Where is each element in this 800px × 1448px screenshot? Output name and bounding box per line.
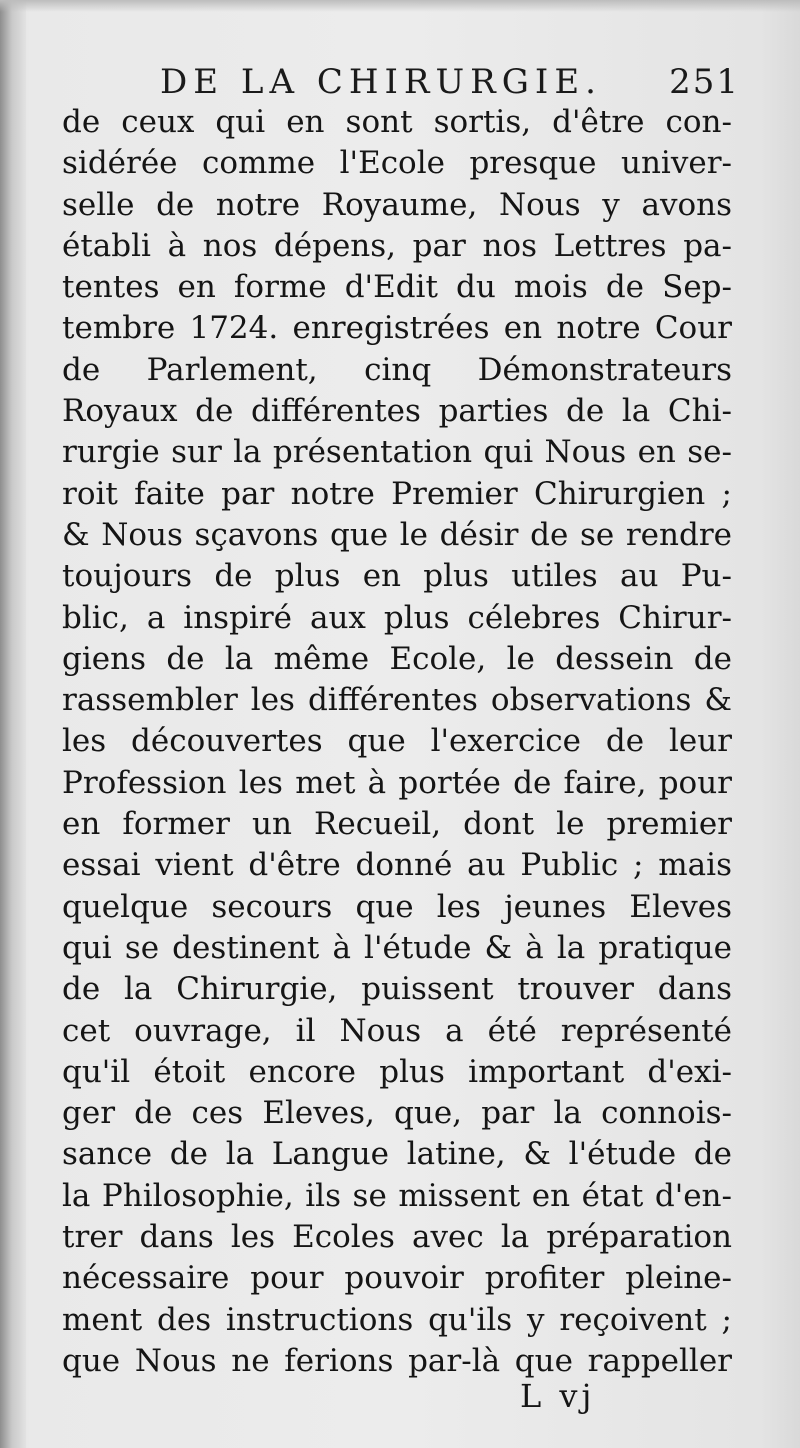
signature-mark: L vj: [520, 1377, 596, 1415]
text-line: les découvertes que l'exercice de leur: [62, 723, 732, 760]
text-line: nécessaire pour pouvoir profiter pleine-: [62, 1260, 732, 1297]
text-line: quelque secours que les jeunes Eleves: [62, 888, 732, 925]
text-line: ment des instructions qu'ils y reçoivent ;: [62, 1301, 732, 1338]
text-line: en former un Recueil, dont le premier: [62, 806, 732, 843]
text-line: établi à nos dépens, par nos Lettres pa-: [62, 227, 732, 264]
text-line: rassembler les différentes observations &: [62, 682, 732, 719]
page-number: 251: [669, 62, 740, 102]
text-line: roit faite par notre Premier Chirurgien ;: [62, 475, 732, 512]
text-line: trer dans les Ecoles avec la préparation: [62, 1219, 732, 1256]
running-title: DE LA CHIRURGIE.: [160, 62, 602, 102]
body-text: [62, 102, 732, 1382]
page-top-edge: [0, 0, 800, 12]
text-line: sidérée comme l'Ecole presque univer-: [62, 145, 732, 182]
page-gutter-shadow: [0, 0, 26, 1448]
text-line: rurgie sur la présentation qui Nous en se-: [62, 434, 732, 471]
text-line: Profession les met à portée de faire, pour: [62, 764, 732, 801]
text-line: Royaux de différentes parties de la Chi-: [62, 393, 732, 430]
text-line: la Philosophie, ils se missent en état d'en-: [62, 1177, 732, 1214]
text-line: essai vient d'être donné au Public ; mais: [62, 847, 732, 884]
text-line: tembre 1724. enregistrées en notre Cour: [62, 310, 732, 347]
text-line: giens de la même Ecole, le dessein de: [62, 640, 732, 677]
text-line: qu'il étoit encore plus important d'exi-: [62, 1053, 732, 1090]
text-line: tentes en forme d'Edit du mois de Sep-: [62, 269, 732, 306]
text-line: de Parlement, cinq Démonstrateurs: [62, 351, 732, 388]
page-header: [160, 60, 740, 104]
text-line: cet ouvrage, il Nous a été représenté: [62, 1012, 732, 1049]
text-line: selle de notre Royaume, Nous y avons: [62, 186, 732, 223]
text-line: toujours de plus en plus utiles au Pu-: [62, 558, 732, 595]
text-line: ger de ces Eleves, que, par la connois-: [62, 1095, 732, 1132]
text-line: de la Chirurgie, puissent trouver dans: [62, 971, 732, 1008]
text-line: qui se destinent à l'étude & à la pratique: [62, 929, 732, 966]
text-line: sance de la Langue latine, & l'étude de: [62, 1136, 732, 1173]
text-line: & Nous sçavons que le désir de se rendre: [62, 516, 732, 553]
text-line: blic, a inspiré aux plus célebres Chirur-: [62, 599, 732, 636]
text-line: que Nous ne ferions par-là que rappeller: [62, 1342, 732, 1379]
text-line: de ceux qui en sont sortis, d'être con-: [62, 104, 732, 140]
